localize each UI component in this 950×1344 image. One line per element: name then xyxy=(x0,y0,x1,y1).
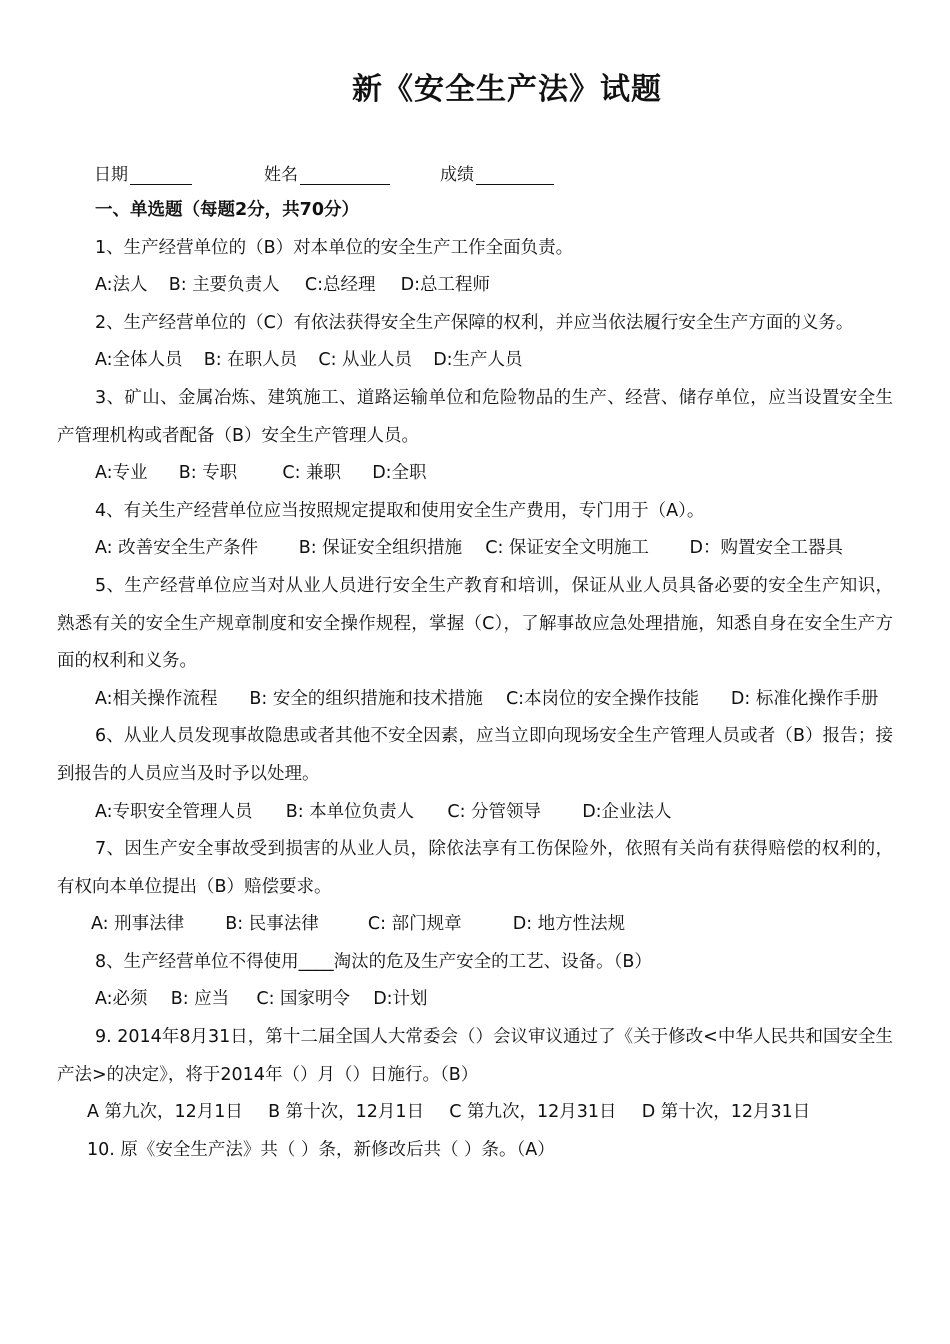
option-b: B: 民事法律 xyxy=(225,914,319,935)
option-a: A: 刑事法律 xyxy=(91,914,185,935)
score-field[interactable] xyxy=(440,160,554,185)
question-10: 10. 原《安全生产法》共（ ）条，新修改后共（ ）条。（A） xyxy=(87,1139,555,1160)
date-label: 日期 xyxy=(94,165,128,185)
option-d: D:总工程师 xyxy=(400,275,490,296)
option-a: A:法人 xyxy=(95,275,148,296)
option-d: D：购置安全工器具 xyxy=(689,538,843,559)
score-blank[interactable] xyxy=(476,166,554,185)
option-a: A: 改善安全生产条件 xyxy=(95,538,259,559)
question-1-options xyxy=(57,267,893,305)
option-b: B: 应当 xyxy=(170,989,230,1010)
option-b: B: 本单位负责人 xyxy=(285,801,415,822)
section-heading: 一、单选题（每题2分，共70分） xyxy=(95,200,360,220)
question-8: 8、生产经营单位不得使用____淘汰的危及生产安全的工艺、设备。（B） xyxy=(95,951,652,972)
option-a: A 第九次，12月1日 xyxy=(87,1102,243,1123)
option-d: D:计划 xyxy=(373,989,428,1010)
question-5-options xyxy=(57,681,893,719)
name-label: 姓名 xyxy=(264,165,298,185)
option-a: A:专业 xyxy=(95,463,148,484)
question-2-options xyxy=(57,342,893,380)
option-c: C: 国家明令 xyxy=(256,989,351,1010)
option-c: C 第九次，12月31日 xyxy=(449,1102,617,1123)
question-7-options xyxy=(57,906,893,944)
option-a: A:必须 xyxy=(95,989,148,1010)
option-b: B: 主要负责人 xyxy=(168,275,280,296)
option-c: C: 部门规章 xyxy=(367,914,462,935)
option-d: D:全职 xyxy=(372,463,427,484)
question-3: 3、矿山、金属冶炼、建筑施工、道路运输单位和危险物品的生产、经营、储存单位，应当设置安全生产管理机构或者配备（B）安全生产管理人员。 xyxy=(57,387,893,446)
date-field[interactable] xyxy=(94,160,192,185)
option-b: B 第十次，12月1日 xyxy=(268,1102,425,1123)
question-8-options xyxy=(57,981,893,1019)
option-d: D: 标准化操作手册 xyxy=(730,688,879,709)
option-a: A:相关操作流程 xyxy=(95,688,218,709)
option-c: C: 保证安全文明施工 xyxy=(485,538,649,559)
question-5: 5、生产经营单位应当对从业人员进行安全生产教育和培训，保证从业人员具备必要的安全生产知识，熟悉有关的安全生产规章制度和安全操作规程，掌握（C），了解事故应急处理措施，知悉自身在安全生产方面的权利和义务。 xyxy=(57,575,893,672)
option-a: A:全体人员 xyxy=(95,350,183,371)
option-d: D:生产人员 xyxy=(433,350,523,371)
exam-title: 新《安全生产法》试题 xyxy=(352,72,662,107)
question-9: 9. 2014年8月31日，第十二届全国人大常委会（）会议审议通过了《关于修改<中华人民共和国安全生产法>的决定》，将于2014年（）月（）日施行。（B） xyxy=(57,1027,893,1085)
option-c: C:总经理 xyxy=(304,275,376,296)
question-4-options xyxy=(57,530,893,568)
option-d: D 第十次，12月31日 xyxy=(641,1102,811,1123)
name-field[interactable] xyxy=(264,160,390,185)
option-c: C: 兼职 xyxy=(282,463,342,484)
option-b: B: 安全的组织措施和技术措施 xyxy=(249,688,483,709)
question-1: 1、生产经营单位的（B）对本单位的安全生产工作全面负责。 xyxy=(95,237,574,258)
question-9-options xyxy=(57,1094,893,1132)
option-d: D:企业法人 xyxy=(582,801,672,822)
option-b: B: 保证安全组织措施 xyxy=(298,538,463,559)
option-d: D: 地方性法规 xyxy=(512,914,626,935)
question-3-options xyxy=(57,455,893,493)
option-c: C: 分管领导 xyxy=(447,801,542,822)
question-list xyxy=(57,192,893,1169)
question-2: 2、生产经营单位的（C）有依法获得安全生产保障的权利，并应当依法履行安全生产方面的义务。 xyxy=(95,312,854,333)
question-6-options xyxy=(57,794,893,832)
date-blank[interactable] xyxy=(130,166,192,185)
name-blank[interactable] xyxy=(300,166,390,185)
option-a: A:专职安全管理人员 xyxy=(95,801,253,822)
option-c: C:本岗位的安全操作技能 xyxy=(505,688,700,709)
question-6: 6、从业人员发现事故隐患或者其他不安全因素，应当立即向现场安全生产管理人员或者（B）报告；接到报告的人员应当及时予以处理。 xyxy=(57,726,893,784)
option-c: C: 从业人员 xyxy=(318,350,413,371)
option-b: B: 在职人员 xyxy=(203,350,298,371)
option-b: B: 专职 xyxy=(178,463,238,484)
question-7: 7、因生产安全事故受到损害的从业人员，除依法享有工伤保险外，依照有关尚有获得赔偿的权利的，有权向本单位提出（B）赔偿要求。 xyxy=(57,839,893,897)
question-4: 4、有关生产经营单位应当按照规定提取和使用安全生产费用，专门用于（A）。 xyxy=(95,500,705,521)
score-label: 成绩 xyxy=(440,165,474,185)
exam-info-row xyxy=(94,160,554,185)
